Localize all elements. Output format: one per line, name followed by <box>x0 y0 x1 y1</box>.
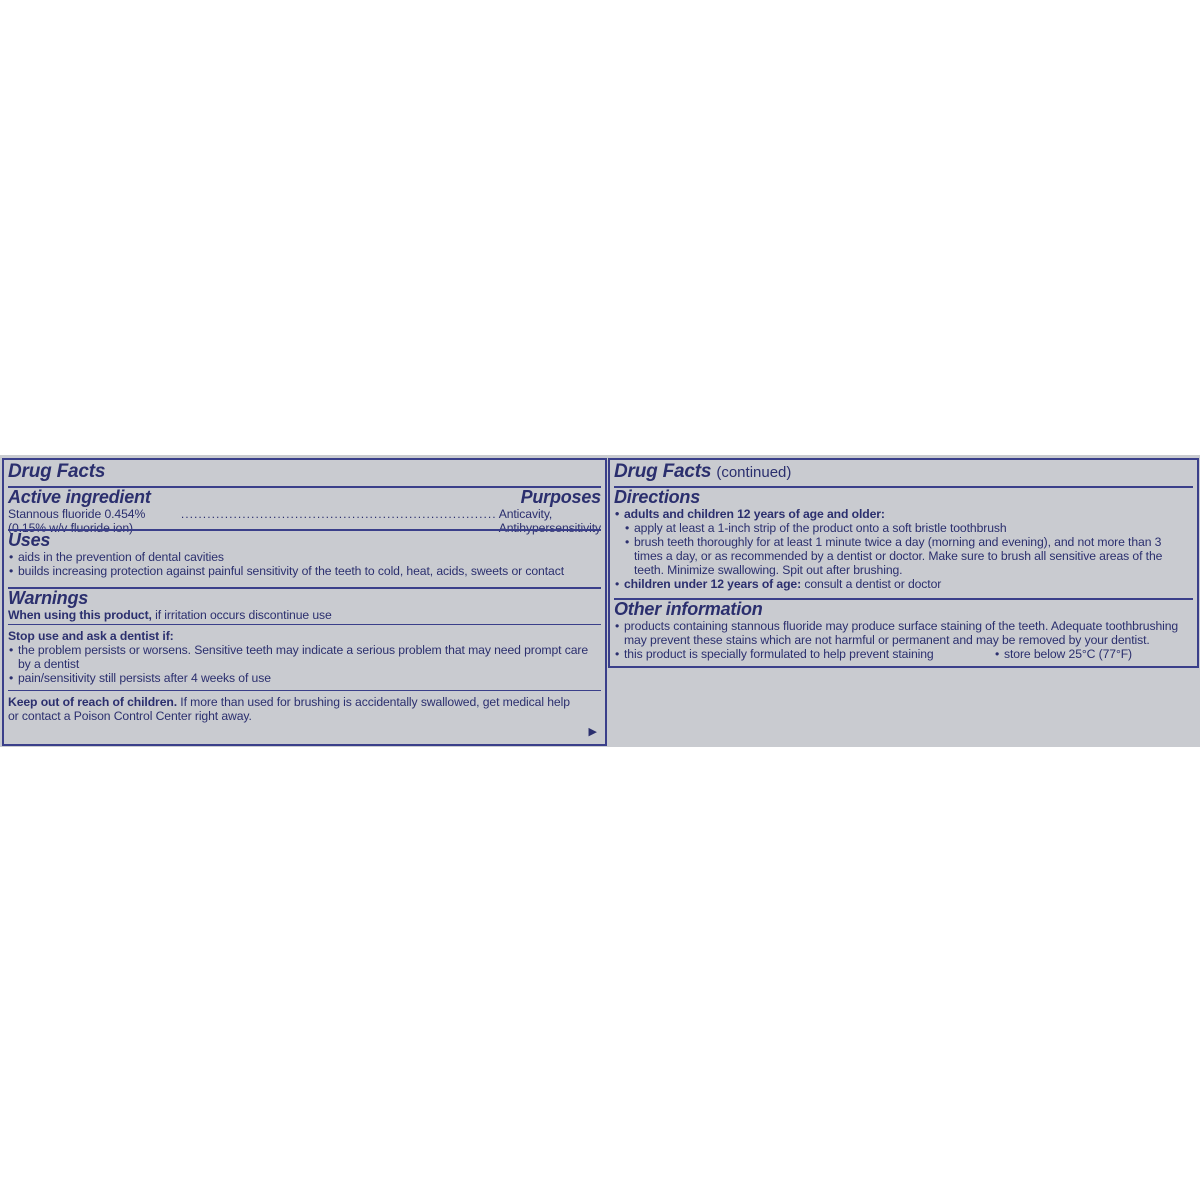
directions-item: • apply at least a 1-inch strip of the product onto a soft bristle toothbrush <box>614 521 1193 535</box>
when-using-line <box>8 608 601 622</box>
children-label: children under 12 years of age: <box>624 577 802 591</box>
directions-item: • brush teeth thoroughly for at least 1 minute twice a day (morning and evening), and not more than 3 times a day, or as recommended by a dentist or doctor. Make sure to brush all sensitive areas of the teeth. Minimize swallowing. Spit out after brushing. <box>614 535 1193 577</box>
other-information-heading: Other information <box>614 599 763 619</box>
stop-use-item: • pain/sensitivity still persists after 4 weeks of use <box>8 671 601 685</box>
directions-heading: Directions <box>614 487 701 507</box>
purposes-heading: Purposes <box>520 487 601 507</box>
divider <box>8 624 601 625</box>
drug-facts-header <box>8 462 601 482</box>
keep-out-text: If more than used for brushing is accidentally swallowed, get medical help or contact a Poison Control Center right away. <box>8 695 570 723</box>
uses-heading: Uses <box>8 530 51 550</box>
other-information-last-line <box>614 647 1193 661</box>
continued-label: (continued) <box>716 464 792 481</box>
drug-facts-continued-header <box>614 462 1193 483</box>
directions-section <box>614 486 1193 591</box>
uses-item: • builds increasing protection against painful sensitivity of the teeth to cold, heat, acids, sweets or contact <box>8 564 601 578</box>
uses-section <box>8 529 601 578</box>
purpose-text: Anticavity, Antihypersensitivity <box>498 507 602 535</box>
keep-out-label: Keep out of reach of children. <box>8 695 177 709</box>
continue-arrow-icon: ▶ <box>588 726 597 738</box>
children-line <box>614 577 1193 591</box>
other-information-section <box>614 598 1193 661</box>
active-ingredient-section <box>8 486 601 535</box>
when-using-label: When using this product, <box>8 608 152 622</box>
stop-use-item: • the problem persists or worsens. Sensitive teeth may indicate a serious problem that may need prompt care by a dentist <box>8 643 601 671</box>
drug-facts-panel <box>2 458 607 746</box>
ingredient-text: Stannous fluoride 0.454% (0.15% w/v fluoride ion) <box>8 507 146 535</box>
children-text: consult a dentist or doctor <box>801 577 942 591</box>
other-information-item: • products containing stannous fluoride may produce surface staining of the teeth. Adequate toothbrushing may prevent these stains which are not harmful or permanent and may be removed by your dentist. <box>614 619 1193 647</box>
adults-heading: • adults and children 12 years of age and older: <box>614 507 1193 521</box>
storage-item: • store below 25°C (77°F) <box>994 647 1132 661</box>
drug-facts-title: Drug Facts <box>614 461 712 482</box>
drug-facts-continued-panel <box>608 458 1199 668</box>
stop-use-heading: Stop use and ask a dentist if: <box>8 629 174 643</box>
other-information-item: • this product is specially formulated to help prevent staining <box>614 647 994 661</box>
warnings-section <box>8 587 601 723</box>
warnings-heading: Warnings <box>8 588 89 608</box>
divider <box>8 690 601 691</box>
drug-facts-title: Drug Facts <box>8 461 106 482</box>
keep-out-line <box>8 695 601 723</box>
dot-leader: ........................................................................ <box>180 507 497 521</box>
when-using-text: if irritation occurs discontinue use <box>151 608 332 622</box>
active-ingredient-heading: Active ingredient <box>8 487 151 507</box>
uses-item: • aids in the prevention of dental cavities <box>8 550 601 564</box>
